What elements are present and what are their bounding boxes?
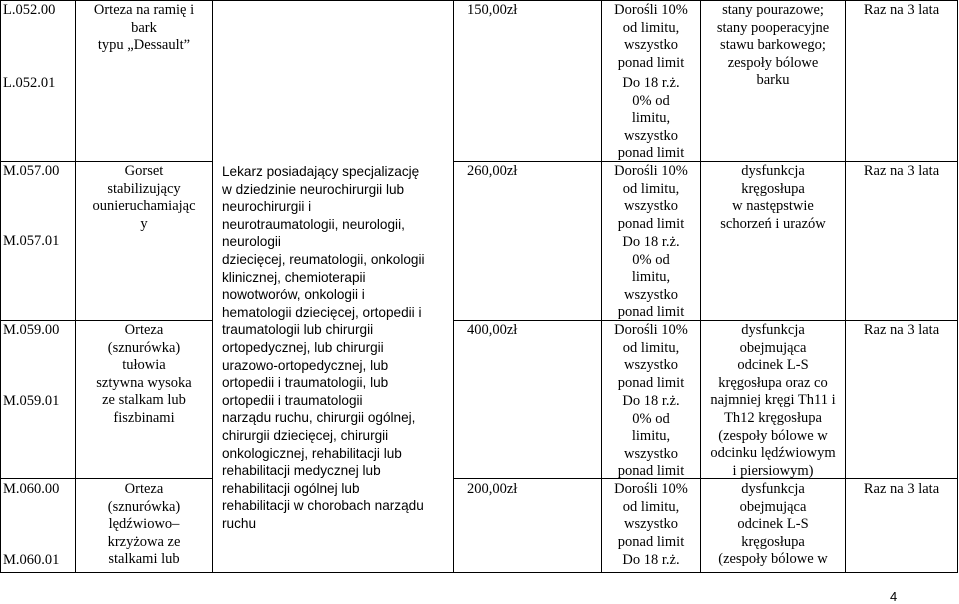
price-cell: 150,00zł (467, 2, 518, 18)
code-cell: M.057.00 (3, 163, 60, 179)
border-top (0, 0, 958, 1)
row-divider-1-left (0, 161, 212, 162)
code-cell: M.057.01 (3, 233, 60, 249)
page-number: 4 (890, 589, 898, 604)
indication-cell: dysfunkcja kręgosłupa w następstwie schorzeń i urazów (720, 163, 826, 232)
code-cell: M.059.00 (3, 322, 60, 338)
code-cell: M.059.01 (3, 393, 60, 409)
indication-cell: dysfunkcja obejmująca odcinek L-S kręgosłupa oraz co najmniej kręgi Th11 i Th12 kręgosłupa (zespoły bólowe w odcinku lędźwiowym i piersiowym) (710, 322, 836, 479)
border-left (0, 0, 1, 573)
frequency-cell: Raz na 3 lata (863, 163, 940, 179)
product-name: Orteza na ramię i bark typu „Dessault” (93, 2, 195, 54)
indication-cell: dysfunkcja obejmująca odcinek L-S kręgosłupa (zespoły bólowe w (718, 481, 828, 568)
code-cell: M.060.00 (3, 481, 60, 497)
payment-adult: Dorośli 10% od limitu, wszystko ponad limit (614, 163, 688, 232)
border-right (957, 0, 958, 573)
payment-adult: Dorośli 10% od limitu, wszystko ponad limit (614, 2, 688, 71)
payment-child: Do 18 r.ż. 0% od limitu, wszystko ponad limit (617, 234, 685, 321)
prescriber-cell: Lekarz posiadający specjalizację w dziedzinie neurochirurgii lub neurochirurgii i neurotraumatologii, neurologii, neurologii dziecięcej, reumatologii, onkologii klinicznej, chemioterapii nowotworów, onkologii i hematologii dziecięcej, ortopedii i traumatologii lub chirurgii ortopedycznej, lub chirurgii urazowo-ortopedycznej, lub ortopedii i traumatologii, lub ortopedii i traumatologii narządu ruchu, chirurgii ogólnej, chirurgii dziecięcej, chirurgii onkologicznej, rehabilitacji lub rehabilitacji medycznej lub rehabilitacji ogólnej lub rehabilitacji w chorobach narządu ruchu (222, 164, 425, 531)
border-bottom (0, 572, 958, 573)
price-cell: 200,00zł (467, 481, 518, 497)
row-divider-2-right (453, 320, 958, 321)
col-divider-name (212, 0, 213, 573)
payment-child: Do 18 r.ż. 0% od limitu, wszystko ponad limit (617, 75, 685, 162)
payment-adult: Dorośli 10% od limitu, wszystko ponad limit (614, 322, 688, 391)
frequency-cell: Raz na 3 lata (863, 2, 940, 18)
row-divider-1-right (453, 161, 958, 162)
price-cell: 400,00zł (467, 322, 518, 338)
frequency-cell: Raz na 3 lata (863, 481, 940, 497)
code-cell: M.060.01 (3, 552, 60, 568)
payment-child: Do 18 r.ż. (622, 552, 680, 568)
code-cell: L.052.00 (3, 2, 56, 18)
payment-child: Do 18 r.ż. 0% od limitu, wszystko ponad limit (617, 393, 685, 480)
product-name: Orteza (sznurówka) lędźwiowo– krzyżowa ze stalkami lub (107, 481, 181, 568)
payment-adult: Dorośli 10% od limitu, wszystko ponad limit (614, 481, 688, 550)
col-divider-prescriber (453, 0, 454, 573)
code-cell: L.052.01 (3, 75, 56, 91)
row-divider-2-left (0, 320, 212, 321)
frequency-cell: Raz na 3 lata (863, 322, 940, 338)
price-cell: 260,00zł (467, 163, 518, 179)
product-name: Orteza (sznurówka) tułowia sztywna wysoka ze stalkam lub fiszbinami (96, 322, 192, 426)
product-name: Gorset stabilizujący ounieruchamiając y (92, 163, 196, 232)
row-divider-3-left (0, 478, 212, 479)
indication-cell: stany pourazowe; stany pooperacyjne stawu barkowego; zespoły bólowe barku (716, 2, 830, 89)
